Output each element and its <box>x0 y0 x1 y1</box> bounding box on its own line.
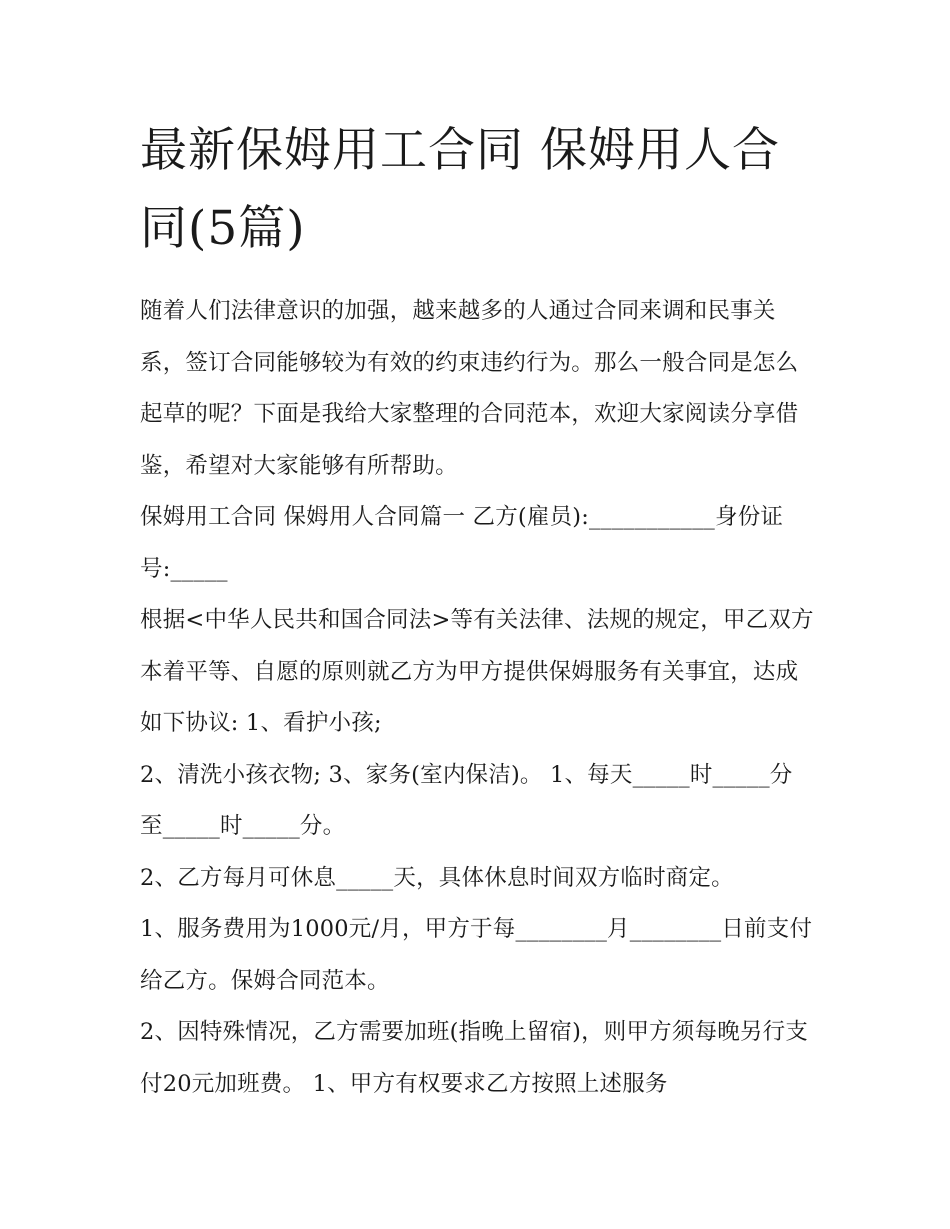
paragraph-rest-days: 2、乙方每月可休息_____天，具体休息时间双方临时商定。 <box>140 864 734 891</box>
paragraph-intro: 随着人们法律意识的加强，越来越多的人通过合同来调和民事关系，签订合同能够较为有效的约束违约行为。那么一般合同是怎么起草的呢？下面是我给大家整理的合同范本，欢迎大家阅读分享借鉴，希望对大家能够有所帮助。 <box>140 298 799 479</box>
document-body <box>140 112 815 1110</box>
paragraph-overtime: 2、因特殊情况，乙方需要加班(指晚上留宿)，则甲方须每晚另行支付20元加班费。 1、甲方有权要求乙方按照上述服务 <box>140 1019 809 1097</box>
paragraph-parties: 保姆用工合同 保姆用人合同篇一 乙方(雇员):___________身份证号:_____ <box>140 504 784 582</box>
paragraph-fee: 1、服务费用为1000元/月，甲方于每________月________日前支付给乙方。保姆合同范本。 <box>140 916 813 994</box>
document-title: 最新保姆用工合同 保姆用人合同(5篇) <box>140 123 780 256</box>
paragraph-legal-basis: 根据<中华人民共和国合同法>等有关法律、法规的规定，甲乙双方本着平等、自愿的原则就乙方为甲方提供保姆服务有关事宜，达成如下协议: 1、看护小孩; <box>140 607 814 736</box>
paragraph-duties-hours: 2、清洗小孩衣物; 3、家务(室内保洁)。 1、每天_____时_____分至_____时_____分。 <box>140 761 793 839</box>
